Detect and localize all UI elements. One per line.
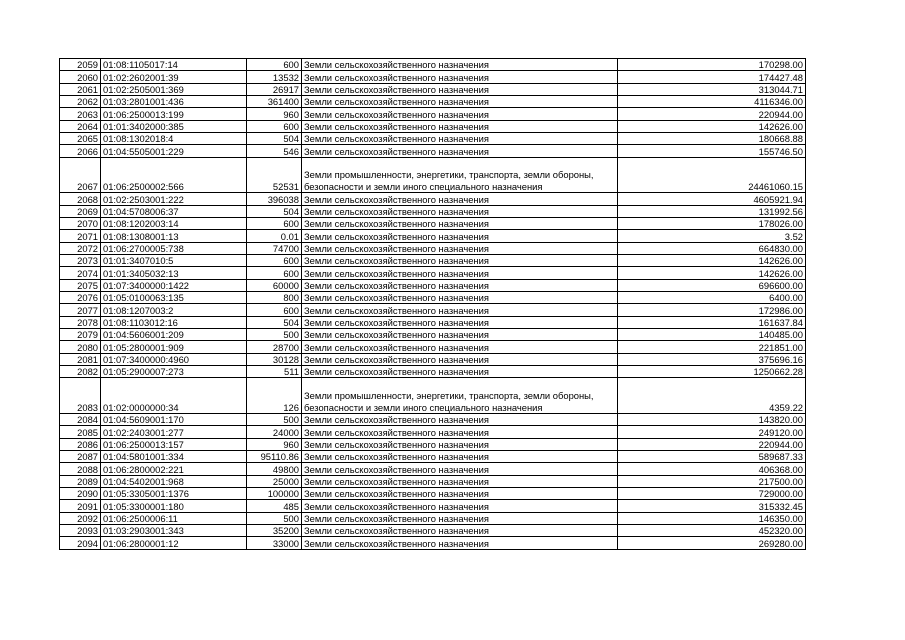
table-row — [60, 304, 806, 316]
area-cell: 800 — [247, 292, 302, 304]
area-cell: 546 — [247, 145, 302, 157]
table-row — [60, 254, 806, 266]
cadastral-number-cell: 01:08:1308001:13 — [101, 230, 247, 242]
area-cell: 600 — [247, 120, 302, 132]
cadastral-number-cell: 01:06:2800001:12 — [101, 537, 247, 549]
cadastral-value-cell: 249120.00 — [618, 426, 806, 438]
row-number-cell: 2065 — [60, 133, 101, 145]
land-category-cell: Земли сельскохозяйственного назначения — [302, 537, 618, 549]
cadastral-value-cell: 180668.88 — [618, 133, 806, 145]
row-number-cell: 2061 — [60, 83, 101, 95]
cadastral-value-cell: 140485.00 — [618, 329, 806, 341]
cadastral-value-cell: 131992.56 — [618, 205, 806, 217]
area-cell: 600 — [247, 59, 302, 71]
table-row — [60, 487, 806, 499]
cadastral-number-cell: 01:03:2903001:343 — [101, 525, 247, 537]
cadastral-number-cell: 01:05:0100063:135 — [101, 292, 247, 304]
cadastral-value-cell: 155746.50 — [618, 145, 806, 157]
cadastral-value-cell: 174427.48 — [618, 71, 806, 83]
land-category-cell: Земли сельскохозяйственного назначения — [302, 242, 618, 254]
land-category-cell: Земли сельскохозяйственного назначения — [302, 96, 618, 108]
table-row — [60, 537, 806, 549]
cadastral-value-cell: 220944.00 — [618, 108, 806, 120]
area-cell: 960 — [247, 438, 302, 450]
cadastral-value-cell: 729000.00 — [618, 487, 806, 499]
table-row — [60, 450, 806, 462]
cadastral-value-cell: 664830.00 — [618, 242, 806, 254]
cadastral-value-cell: 375696.16 — [618, 353, 806, 365]
land-category-cell: Земли сельскохозяйственного назначения — [302, 304, 618, 316]
area-cell: 500 — [247, 512, 302, 524]
cadastral-value-cell: 696600.00 — [618, 279, 806, 291]
land-category-cell: Земли сельскохозяйственного назначения — [302, 133, 618, 145]
land-category-cell: Земли сельскохозяйственного назначения — [302, 413, 618, 425]
row-number-cell: 2082 — [60, 366, 101, 378]
cadastral-number-cell: 01:06:2500002:566 — [101, 157, 247, 193]
table-row — [60, 500, 806, 512]
table-row — [60, 341, 806, 353]
cadastral-number-cell: 01:04:5402001:968 — [101, 475, 247, 487]
row-number-cell: 2085 — [60, 426, 101, 438]
cadastral-value-cell: 3.52 — [618, 230, 806, 242]
land-category-cell: Земли сельскохозяйственного назначения — [302, 217, 618, 229]
table-row — [60, 463, 806, 475]
row-number-cell: 2069 — [60, 205, 101, 217]
row-number-cell: 2093 — [60, 525, 101, 537]
cadastral-value-cell: 142626.00 — [618, 267, 806, 279]
cadastral-number-cell: 01:08:1302018:4 — [101, 133, 247, 145]
land-category-cell: Земли сельскохозяйственного назначения — [302, 292, 618, 304]
area-cell: 26917 — [247, 83, 302, 95]
row-number-cell: 2062 — [60, 96, 101, 108]
area-cell: 600 — [247, 304, 302, 316]
table-row — [60, 120, 806, 132]
land-category-cell: Земли сельскохозяйственного назначения — [302, 341, 618, 353]
row-number-cell: 2090 — [60, 487, 101, 499]
cadastral-value-cell: 1250662.28 — [618, 366, 806, 378]
table-row — [60, 133, 806, 145]
row-number-cell: 2070 — [60, 217, 101, 229]
cadastral-number-cell: 01:02:2403001:277 — [101, 426, 247, 438]
spreadsheet-page — [59, 58, 806, 550]
land-category-cell: Земли сельскохозяйственного назначения — [302, 316, 618, 328]
cadastral-number-cell: 01:04:5505001:229 — [101, 145, 247, 157]
cadastral-number-cell: 01:05:3305001:1376 — [101, 487, 247, 499]
cadastral-number-cell: 01:01:3402000:385 — [101, 120, 247, 132]
table-row — [60, 267, 806, 279]
row-number-cell: 2086 — [60, 438, 101, 450]
table-row — [60, 475, 806, 487]
area-cell: 600 — [247, 254, 302, 266]
area-cell: 60000 — [247, 279, 302, 291]
cadastral-value-cell: 269280.00 — [618, 537, 806, 549]
table-row — [60, 426, 806, 438]
cadastral-value-cell: 217500.00 — [618, 475, 806, 487]
area-cell: 361400 — [247, 96, 302, 108]
cadastral-value-cell: 452320.00 — [618, 525, 806, 537]
land-category-cell: Земли сельскохозяйственного назначения — [302, 366, 618, 378]
area-cell: 0.01 — [247, 230, 302, 242]
land-category-cell: Земли сельскохозяйственного назначения — [302, 329, 618, 341]
cadastral-number-cell: 01:04:5609001:170 — [101, 413, 247, 425]
land-category-cell: Земли сельскохозяйственного назначения — [302, 426, 618, 438]
area-cell: 95110.86 — [247, 450, 302, 462]
land-category-cell: Земли сельскохозяйственного назначения — [302, 500, 618, 512]
land-category-cell: Земли сельскохозяйственного назначения — [302, 193, 618, 205]
cadastral-value-cell: 4116346.00 — [618, 96, 806, 108]
land-category-cell: Земли сельскохозяйственного назначения — [302, 71, 618, 83]
row-number-cell: 2077 — [60, 304, 101, 316]
cadastral-number-cell: 01:06:2500013:157 — [101, 438, 247, 450]
table-row — [60, 353, 806, 365]
land-category-cell: Земли сельскохозяйственного назначения — [302, 108, 618, 120]
row-number-cell: 2083 — [60, 378, 101, 414]
table-row — [60, 96, 806, 108]
land-category-cell: Земли сельскохозяйственного назначения — [302, 512, 618, 524]
row-number-cell: 2060 — [60, 71, 101, 83]
area-cell: 485 — [247, 500, 302, 512]
cadastral-value-cell: 172986.00 — [618, 304, 806, 316]
area-cell: 35200 — [247, 525, 302, 537]
cadastral-value-cell: 178026.00 — [618, 217, 806, 229]
land-category-cell: Земли сельскохозяйственного назначения — [302, 279, 618, 291]
row-number-cell: 2079 — [60, 329, 101, 341]
cadastral-value-cell: 24461060.15 — [618, 157, 806, 193]
land-category-cell: Земли сельскохозяйственного назначения — [302, 254, 618, 266]
row-number-cell: 2084 — [60, 413, 101, 425]
table-row — [60, 230, 806, 242]
row-number-cell: 2088 — [60, 463, 101, 475]
table-row — [60, 413, 806, 425]
cadastral-number-cell: 01:02:2503001:222 — [101, 193, 247, 205]
cadastral-number-cell: 01:05:3300001:180 — [101, 500, 247, 512]
cadastral-number-cell: 01:01:3405032:13 — [101, 267, 247, 279]
land-category-cell: Земли сельскохозяйственного назначения — [302, 438, 618, 450]
cadastral-value-cell: 220944.00 — [618, 438, 806, 450]
land-category-cell: Земли сельскохозяйственного назначения — [302, 230, 618, 242]
cadastral-number-cell: 01:08:1103012:16 — [101, 316, 247, 328]
cadastral-number-cell: 01:02:0000000:34 — [101, 378, 247, 414]
row-number-cell: 2091 — [60, 500, 101, 512]
row-number-cell: 2092 — [60, 512, 101, 524]
table-row — [60, 316, 806, 328]
cadastral-value-cell: 221851.00 — [618, 341, 806, 353]
row-number-cell: 2064 — [60, 120, 101, 132]
cadastral-number-cell: 01:08:1202003:14 — [101, 217, 247, 229]
table-row — [60, 366, 806, 378]
cadastral-value-cell: 161637.84 — [618, 316, 806, 328]
area-cell: 74700 — [247, 242, 302, 254]
cadastral-number-cell: 01:06:2700005:738 — [101, 242, 247, 254]
cadastral-number-cell: 01:04:5708006:37 — [101, 205, 247, 217]
table-row — [60, 193, 806, 205]
land-category-cell: Земли сельскохозяйственного назначения — [302, 525, 618, 537]
cadastral-number-cell: 01:05:2900007:273 — [101, 366, 247, 378]
row-number-cell: 2059 — [60, 59, 101, 71]
cadastral-number-cell: 01:07:3400000:1422 — [101, 279, 247, 291]
row-number-cell: 2081 — [60, 353, 101, 365]
row-number-cell: 2076 — [60, 292, 101, 304]
cadastral-value-cell: 589687.33 — [618, 450, 806, 462]
cadastral-number-cell: 01:06:2500006:11 — [101, 512, 247, 524]
table-row — [60, 83, 806, 95]
cadastral-number-cell: 01:06:2800002:221 — [101, 463, 247, 475]
land-category-cell: Земли сельскохозяйственного назначения — [302, 475, 618, 487]
row-number-cell: 2080 — [60, 341, 101, 353]
cadastral-value-cell: 146350.00 — [618, 512, 806, 524]
row-number-cell: 2075 — [60, 279, 101, 291]
area-cell: 396038 — [247, 193, 302, 205]
table-row — [60, 108, 806, 120]
area-cell: 52531 — [247, 157, 302, 193]
cadastral-value-cell: 170298.00 — [618, 59, 806, 71]
row-number-cell: 2089 — [60, 475, 101, 487]
area-cell: 500 — [247, 329, 302, 341]
area-cell: 126 — [247, 378, 302, 414]
cadastral-value-cell: 142626.00 — [618, 254, 806, 266]
table-row — [60, 525, 806, 537]
area-cell: 49800 — [247, 463, 302, 475]
cadastral-value-cell: 315332.45 — [618, 500, 806, 512]
table-body — [60, 59, 806, 550]
area-cell: 25000 — [247, 475, 302, 487]
table-row — [60, 59, 806, 71]
area-cell: 13532 — [247, 71, 302, 83]
row-number-cell: 2068 — [60, 193, 101, 205]
table-row — [60, 329, 806, 341]
area-cell: 600 — [247, 267, 302, 279]
cadastral-value-cell: 143820.00 — [618, 413, 806, 425]
cadastral-number-cell: 01:02:2505001:369 — [101, 83, 247, 95]
row-number-cell: 2074 — [60, 267, 101, 279]
land-category-cell: Земли промышленности, энергетики, транспорта, земли обороны, безопасности и земли иного специального назначения — [302, 378, 618, 414]
cadastral-number-cell: 01:08:1207003:2 — [101, 304, 247, 316]
table-row — [60, 512, 806, 524]
table-row — [60, 145, 806, 157]
area-cell: 504 — [247, 316, 302, 328]
cadastral-number-cell: 01:02:2602001:39 — [101, 71, 247, 83]
land-category-cell: Земли сельскохозяйственного назначения — [302, 267, 618, 279]
cadastral-value-cell: 4605921.94 — [618, 193, 806, 205]
area-cell: 504 — [247, 205, 302, 217]
row-number-cell: 2063 — [60, 108, 101, 120]
area-cell: 511 — [247, 366, 302, 378]
cadastral-number-cell: 01:03:2801001:436 — [101, 96, 247, 108]
land-category-cell: Земли сельскохозяйственного назначения — [302, 487, 618, 499]
land-category-cell: Земли сельскохозяйственного назначения — [302, 463, 618, 475]
cadastral-number-cell: 01:08:1105017:14 — [101, 59, 247, 71]
land-category-cell: Земли сельскохозяйственного назначения — [302, 450, 618, 462]
cadastral-value-cell: 406368.00 — [618, 463, 806, 475]
row-number-cell: 2073 — [60, 254, 101, 266]
table-row — [60, 205, 806, 217]
table-row — [60, 292, 806, 304]
row-number-cell: 2067 — [60, 157, 101, 193]
area-cell: 500 — [247, 413, 302, 425]
cadastral-value-cell: 142626.00 — [618, 120, 806, 132]
land-category-cell: Земли сельскохозяйственного назначения — [302, 145, 618, 157]
area-cell: 504 — [247, 133, 302, 145]
area-cell: 960 — [247, 108, 302, 120]
cadastre-table — [59, 58, 806, 550]
land-category-cell: Земли промышленности, энергетики, транспорта, земли обороны, безопасности и земли иного специального назначения — [302, 157, 618, 193]
cadastral-number-cell: 01:04:5606001:209 — [101, 329, 247, 341]
row-number-cell: 2094 — [60, 537, 101, 549]
table-row — [60, 71, 806, 83]
table-row — [60, 242, 806, 254]
row-number-cell: 2072 — [60, 242, 101, 254]
area-cell: 600 — [247, 217, 302, 229]
table-row — [60, 217, 806, 229]
cadastral-number-cell: 01:05:2800001:909 — [101, 341, 247, 353]
land-category-cell: Земли сельскохозяйственного назначения — [302, 205, 618, 217]
row-number-cell: 2087 — [60, 450, 101, 462]
area-cell: 100000 — [247, 487, 302, 499]
land-category-cell: Земли сельскохозяйственного назначения — [302, 120, 618, 132]
land-category-cell: Земли сельскохозяйственного назначения — [302, 353, 618, 365]
cadastral-number-cell: 01:07:3400000:4960 — [101, 353, 247, 365]
area-cell: 33000 — [247, 537, 302, 549]
cadastral-number-cell: 01:06:2500013:199 — [101, 108, 247, 120]
land-category-cell: Земли сельскохозяйственного назначения — [302, 83, 618, 95]
table-row — [60, 157, 806, 193]
area-cell: 24000 — [247, 426, 302, 438]
table-row — [60, 438, 806, 450]
table-row — [60, 279, 806, 291]
cadastral-number-cell: 01:01:3407010:5 — [101, 254, 247, 266]
cadastral-number-cell: 01:04:5801001:334 — [101, 450, 247, 462]
area-cell: 28700 — [247, 341, 302, 353]
cadastral-value-cell: 313044.71 — [618, 83, 806, 95]
cadastral-value-cell: 6400.00 — [618, 292, 806, 304]
land-category-cell: Земли сельскохозяйственного назначения — [302, 59, 618, 71]
row-number-cell: 2071 — [60, 230, 101, 242]
cadastral-value-cell: 4359.22 — [618, 378, 806, 414]
row-number-cell: 2078 — [60, 316, 101, 328]
row-number-cell: 2066 — [60, 145, 101, 157]
table-row — [60, 378, 806, 414]
area-cell: 30128 — [247, 353, 302, 365]
